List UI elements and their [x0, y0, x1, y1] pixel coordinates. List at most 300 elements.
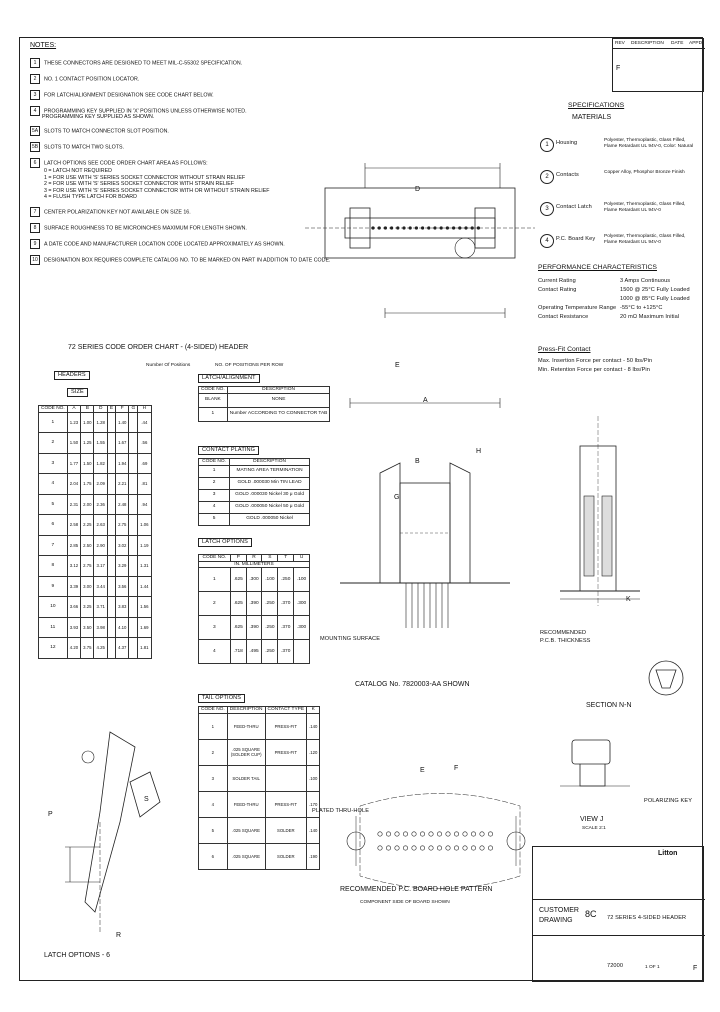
pin-mark [371, 226, 374, 229]
tail-table-row [199, 843, 320, 869]
pin-mark [378, 226, 381, 229]
tail-cell: SOLDER [265, 843, 307, 869]
material-description: Polyester, Thermoplastic, Glass Filled, Flame Retardant UL 94V-0 [604, 202, 686, 213]
pin-mark [440, 226, 443, 229]
dim-d-label: D [415, 186, 421, 193]
size-value-cell [107, 535, 115, 556]
note-text: CENTER POLARIZATION KEY NOT AVAILABLE ON SIZE 16. [44, 208, 191, 215]
size-value-cell: 2.85 [67, 535, 80, 556]
notes-title: NOTES: [30, 42, 57, 49]
size-value-cell: 3.98 [94, 617, 107, 638]
size-table-row [39, 412, 152, 433]
title-rev: F [693, 965, 698, 972]
pcb-hole [378, 846, 382, 850]
pin-mark [427, 226, 430, 229]
pin-mark [396, 226, 399, 229]
note-text: DESIGNATION BOX REQUIRES COMPLETE CATALOG NO. TO BE MARKED ON PART IN ADDITION TO DATE CODE. [44, 256, 331, 263]
size-value-cell: 3.25 [81, 597, 94, 618]
size-value-cell: 2.58 [67, 515, 80, 536]
note-number: 5A [31, 128, 39, 134]
contact-plating-table [198, 458, 310, 526]
tail-cell: 4 [199, 791, 228, 817]
latch-option-cell: .370 [278, 640, 294, 664]
latch-option-column-header: S [262, 555, 278, 562]
size-value-cell: 1.81 [138, 638, 151, 659]
note-item [30, 255, 330, 265]
size-code-cell: 4 [39, 474, 68, 495]
specifications-title: SPECIFICATIONS [568, 102, 625, 109]
size-value-cell: 2.75 [81, 556, 94, 577]
plating-cell: MATING AREA TERMINATION [230, 465, 310, 477]
tail-cell: 6 [199, 843, 228, 869]
size-value-cell [107, 515, 115, 536]
pcb-hole [437, 846, 441, 850]
dim-e-label: E [395, 362, 400, 369]
pcb-hole [395, 846, 399, 850]
latch-option-cell: .250 [278, 568, 294, 592]
size-value-cell [107, 412, 115, 433]
tail-cell: 2 [199, 739, 228, 765]
connector-top-drawing [305, 148, 545, 348]
pcb-hole [403, 846, 407, 850]
size-value-cell [129, 453, 138, 474]
note-number: 5B [31, 144, 39, 150]
size-table-row [39, 433, 152, 454]
tail-cell: SOLDER TAIL [227, 765, 265, 791]
size-column-header: D [94, 406, 107, 413]
size-code-cell: 11 [39, 617, 68, 638]
latch-column-header: CODE NO. [199, 387, 228, 394]
tail-cell: 3 [199, 765, 228, 791]
latch-option-cell: .370 [278, 616, 294, 640]
latch-cell: NONE [227, 393, 330, 407]
size-column-header: G [129, 406, 138, 413]
latch-cell: BLANK [199, 393, 228, 407]
latch-cell: 1 [199, 407, 228, 421]
pcb-hole [471, 846, 475, 850]
size-value-cell [107, 638, 115, 659]
drawing-sheet [19, 37, 703, 981]
tail-options-table [198, 706, 320, 870]
material-description: Polyester, Thermoplastic, Glass Filled, Flame Retardant UL 94V-0, Color: Natural [604, 138, 694, 149]
size-value-cell [107, 453, 115, 474]
size-code-cell: 8 [39, 556, 68, 577]
size-value-cell: 1.31 [138, 556, 151, 577]
size-table-row [39, 494, 152, 515]
size-value-cell: 3.12 [67, 556, 80, 577]
size-value-cell: 3.71 [94, 597, 107, 618]
plating-cell: 5 [199, 513, 230, 525]
press-fit-title: Press-Fit Contact [538, 346, 591, 353]
size-value-cell [129, 433, 138, 454]
latch-option-cell: 3 [199, 616, 231, 640]
latch-option-cell: .300 [294, 616, 310, 640]
section-nn-drawing [540, 416, 650, 606]
tail-cell: .120 [307, 739, 320, 765]
polarizing-key-caption: POLARIZING KEY [644, 798, 693, 804]
note-text: PROGRAMMING KEY SUPPLIED IN 'X' POSITIONS UNLESS OTHERWISE NOTED. [44, 108, 247, 115]
performance-value: 1000 @ 85°C Fully Loaded [620, 296, 690, 302]
pcb-hole [463, 832, 467, 836]
tail-cell: .100 [307, 765, 320, 791]
size-value-cell [129, 494, 138, 515]
dim-g-label: G [394, 494, 400, 501]
size-value-cell: 2.90 [94, 535, 107, 556]
latch-option-cell: 4 [199, 640, 231, 664]
pcb-hole [454, 846, 458, 850]
latch-option-row [199, 640, 310, 664]
pin-mark [409, 226, 412, 229]
pcb-dim-e: E [420, 767, 425, 774]
size-value-cell: 4.20 [67, 638, 80, 659]
latch-option-cell: 2 [199, 592, 231, 616]
latch-dim-p: P [48, 811, 53, 818]
size-value-cell [129, 638, 138, 659]
note-subitem: 2 = FOR USE WITH 'S' SERIES SOCKET CONNECTOR WITH STRAIN RELIEF [44, 181, 235, 187]
pin-mark [415, 226, 418, 229]
note-item [30, 58, 242, 68]
latch-table-row [199, 407, 330, 421]
size-value-cell: .44 [138, 412, 151, 433]
note-number: 9 [30, 239, 40, 249]
size-column-header: A [67, 406, 80, 413]
pin-mark [433, 226, 436, 229]
material-label: Contacts [556, 172, 579, 178]
mounting-surface-label: MOUNTING SURFACE [320, 636, 381, 642]
size-value-cell [129, 515, 138, 536]
tail-column-header: DESCRIPTION [227, 707, 265, 714]
plating-cell: GOLD .000030 Min TIN LEAD [230, 477, 310, 489]
pin-mark [384, 226, 387, 229]
note-text: SURFACE ROUGHNESS TO BE MICROINCHES MAXIMUM FOR LENGTH SHOWN. [44, 224, 247, 231]
material-number-icon: 3 [540, 202, 554, 216]
pcb-hole [429, 846, 433, 850]
pcb-hole [446, 832, 450, 836]
latch-option-row [199, 568, 310, 592]
size-value-cell: 3.00 [81, 576, 94, 597]
size-code-cell: 10 [39, 597, 68, 618]
latch-option-cell: .718 [230, 640, 246, 664]
size-value-cell [107, 433, 115, 454]
latch-options-caption: LATCH OPTIONS - 6 [44, 952, 110, 959]
size-value-cell: 2.48 [116, 494, 129, 515]
tail-cell: PRESS-FIT [265, 713, 307, 739]
latch-option-column-header: U [294, 555, 310, 562]
pcb-hole [488, 832, 492, 836]
catalog-caption: CATALOG No. 7820003-AA SHOWN [355, 681, 470, 688]
size-value-cell: 1.56 [138, 597, 151, 618]
title-line-2: DRAWING [539, 917, 573, 924]
pin-mark [446, 226, 449, 229]
pin-mark [390, 226, 393, 229]
size-value-cell: 1.28 [94, 412, 107, 433]
size-value-cell [129, 474, 138, 495]
note-item [30, 239, 285, 249]
size-table-row [39, 535, 152, 556]
pcb-hole [463, 846, 467, 850]
note-number: 1 [30, 58, 40, 68]
size-value-cell: 2.63 [94, 515, 107, 536]
note-text: LATCH OPTIONS SEE CODE ORDER CHART AREA AS FOLLOWS: [44, 160, 208, 167]
pcb-hole [471, 832, 475, 836]
pcb-hole [454, 832, 458, 836]
size-code-cell: 3 [39, 453, 68, 474]
headers-label: HEADERS [54, 371, 90, 380]
size-code-cell: 9 [39, 576, 68, 597]
size-value-cell: 4.10 [116, 617, 129, 638]
size-value-cell: 1.67 [116, 433, 129, 454]
latch-cell: Number ACCORDING TO CONNECTOR TAB [227, 407, 330, 421]
note-subitem: 4 = FLUSH TYPE LATCH FOR BOARD [44, 194, 137, 200]
press-fit-retention: Min. Retention Force per contact - 8 lbs/Pin [538, 367, 650, 373]
section-note-thickness: P.C.B. THICKNESS [540, 638, 591, 644]
note-subitem: 0 = LATCH NOT REQUIRED [44, 168, 112, 174]
latch-option-cell: .250 [262, 616, 278, 640]
tail-cell: .190 [307, 843, 320, 869]
size-table-row [39, 515, 152, 536]
plating-cell: 4 [199, 501, 230, 513]
latch-options-table [198, 554, 310, 664]
pcb-dim-f: F [454, 765, 459, 772]
size-table-row [39, 638, 152, 659]
dim-a-label: A [423, 397, 428, 404]
latch-options-drawing [40, 722, 180, 942]
size-code-cell: 1 [39, 412, 68, 433]
latch-option-cell: .250 [262, 592, 278, 616]
note-subitem: 3 = FOR USE WITH 'S' SERIES SOCKET CONNECTOR WITH OR WITHOUT STRAIN RELIEF [44, 187, 270, 194]
size-table-row [39, 474, 152, 495]
pcb-hole [420, 832, 424, 836]
size-value-cell: 3.83 [116, 597, 129, 618]
size-value-cell: 2.50 [81, 535, 94, 556]
tail-column-header: CONTACT TYPE [265, 707, 307, 714]
performance-value: 3 Amps Continuous [620, 278, 671, 284]
plating-table-row [199, 477, 310, 489]
pcb-hole [480, 832, 484, 836]
size-value-cell: 3.66 [67, 597, 80, 618]
revision-header-appd: APPD [689, 41, 703, 46]
size-value-cell [107, 556, 115, 577]
size-value-cell: 2.04 [67, 474, 80, 495]
pin-mark [458, 226, 461, 229]
pin-mark [464, 226, 467, 229]
tail-cell: .025 SQUARE (SOLDER CUP) [227, 739, 265, 765]
tail-cell: .025 SQUARE [227, 843, 265, 869]
size-value-cell: .94 [138, 494, 151, 515]
section-note-recommended: RECOMMENDED [540, 630, 587, 636]
pin-mark [421, 226, 424, 229]
pcb-caption: RECOMMENDED P.C. BOARD HOLE PATTERN [340, 886, 493, 893]
tail-column-header: K [307, 707, 320, 714]
note-item [30, 74, 139, 84]
performance-value: 20 mΩ Maximum Initial [620, 314, 680, 320]
section-caption: SECTION N-N [586, 702, 632, 709]
performance-label: Contact Rating [538, 287, 577, 293]
number-of-positions-label: Number Of Positions [146, 363, 191, 368]
size-table-row [39, 576, 152, 597]
tail-cell: .025 SQUARE [227, 817, 265, 843]
plating-cell: 1 [199, 465, 230, 477]
plating-table-row [199, 501, 310, 513]
latch-option-cell: .625 [230, 592, 246, 616]
size-value-cell: 1.23 [67, 412, 80, 433]
tail-cell: PRESS-FIT [265, 791, 307, 817]
revision-header-rev: REV [615, 41, 625, 46]
size-value-cell [129, 597, 138, 618]
size-column-header: CODE NO. [39, 406, 68, 413]
pcb-hole [420, 846, 424, 850]
size-code-cell: 6 [39, 515, 68, 536]
latch-option-cell: .370 [278, 592, 294, 616]
pcb-hole [429, 832, 433, 836]
note-text: A DATE CODE AND MANUFACTURER LOCATION CODE LOCATED APPROXIMATELY AS SHOWN. [44, 240, 285, 247]
size-value-cell: 1.94 [116, 453, 129, 474]
contact-plating-label: CONTACT PLATING [198, 446, 259, 455]
size-value-cell: 2.31 [67, 494, 80, 515]
size-value-cell: 1.25 [81, 433, 94, 454]
note-item [30, 126, 169, 136]
pcb-hole [386, 846, 390, 850]
size-value-cell: 4.37 [116, 638, 129, 659]
tail-cell: .170 [307, 791, 320, 817]
hole-note: NO. OF POSITIONS PER ROW [215, 363, 284, 368]
size-value-cell: 2.75 [116, 515, 129, 536]
size-value-cell [129, 576, 138, 597]
latch-option-cell: .390 [246, 616, 262, 640]
plating-table-row [199, 489, 310, 501]
tail-cell: FEED-THRU [227, 713, 265, 739]
tail-cell: FEED-THRU [227, 791, 265, 817]
dim-k-label: K [626, 596, 631, 603]
title-code: 8C [585, 909, 597, 919]
latch-dim-s: S [144, 796, 149, 803]
size-table-row [39, 556, 152, 577]
size-column-header: F [116, 406, 129, 413]
note-number: 6 [30, 158, 40, 168]
dim-b-label: B [415, 458, 420, 465]
plated-thru-hole-label: PLATED THRU-HOLE [312, 808, 370, 814]
material-label: P.C. Board Key [556, 236, 596, 242]
tail-cell: .140 [307, 817, 320, 843]
pcb-hole [488, 846, 492, 850]
latch-option-cell: .625 [230, 616, 246, 640]
size-value-cell: 1.19 [138, 535, 151, 556]
size-value-cell: 1.69 [138, 617, 151, 638]
plating-cell: 3 [199, 489, 230, 501]
note-number: 7 [30, 207, 40, 217]
pcb-hole [378, 832, 382, 836]
pin-mark [402, 226, 405, 229]
note-item [30, 158, 208, 168]
latch-option-cell: .390 [246, 592, 262, 616]
latch-option-column-header: P [230, 555, 246, 562]
size-table-row [39, 453, 152, 474]
note-number: 8 [30, 223, 40, 233]
size-code-cell: 2 [39, 433, 68, 454]
latch-option-cell [294, 640, 310, 664]
view-j-scale: SCALE 2:1 [582, 826, 606, 831]
latch-table-row [199, 393, 330, 407]
latch-option-row [199, 592, 310, 616]
size-value-cell [107, 494, 115, 515]
size-code-cell: 7 [39, 535, 68, 556]
note-number: 10 [30, 255, 40, 265]
size-value-cell: 1.50 [81, 453, 94, 474]
dim-h-label: H [476, 448, 482, 455]
latch-option-cell: .100 [294, 568, 310, 592]
latch-option-column-header: T [278, 555, 294, 562]
note-text: SLOTS TO MATCH CONNECTOR SLOT POSITION. [44, 128, 169, 135]
latch-option-cell: .250 [262, 640, 278, 664]
material-label: Housing [556, 140, 578, 146]
latch-option-cell: .100 [262, 568, 278, 592]
pcb-hole [480, 846, 484, 850]
plating-table-row [199, 513, 310, 525]
size-column-header: B [81, 406, 94, 413]
sheet-number: 1 OF 1 [645, 965, 660, 970]
size-value-cell: 1.55 [94, 433, 107, 454]
order-chart-title: 72 SERIES CODE ORDER CHART - (4-SIDED) HEADER [68, 344, 249, 351]
size-column-header: H [138, 406, 151, 413]
plating-column-header: CODE NO. [199, 459, 230, 466]
pin-mark [452, 226, 455, 229]
revision-block [612, 38, 704, 92]
performance-label: Contact Resistance [538, 314, 589, 320]
latch-alignment-table [198, 386, 330, 422]
latch-option-row [199, 616, 310, 640]
latch-option-cell: .495 [246, 640, 262, 664]
size-value-cell: 2.00 [81, 494, 94, 515]
pcb-hole-pattern-drawing [340, 786, 540, 896]
latch-dim-r: R [116, 932, 122, 939]
company-name: Litton [658, 850, 678, 857]
pcb-hole [412, 832, 416, 836]
plating-cell: GOLD .000050 Nickel [230, 513, 310, 525]
size-value-cell: 3.44 [94, 576, 107, 597]
material-description: Polyester, Thermoplastic, Glass Filled, Flame Retardant UL 94V-0 [604, 234, 686, 245]
size-value-cell: 2.21 [116, 474, 129, 495]
view-j-drawing [560, 736, 640, 806]
size-value-cell: 1.77 [67, 453, 80, 474]
size-table [38, 405, 152, 659]
size-value-cell: 3.50 [81, 617, 94, 638]
size-value-cell: 2.36 [94, 494, 107, 515]
size-value-cell [107, 597, 115, 618]
note-item [30, 90, 214, 100]
latch-options-label: LATCH OPTIONS [198, 538, 252, 547]
performance-label: Operating Temperature Range [538, 305, 617, 311]
tail-table-row [199, 817, 320, 843]
note-item [30, 207, 191, 217]
view-j-caption: VIEW J [580, 816, 604, 823]
size-value-cell: .56 [138, 433, 151, 454]
latch-option-cell: 1 [199, 568, 231, 592]
tail-cell: PRESS-FIT [265, 739, 307, 765]
size-value-cell [129, 617, 138, 638]
latch-option-cell: .300 [246, 568, 262, 592]
size-value-cell [107, 474, 115, 495]
material-label: Contact Latch [556, 204, 592, 210]
latch-option-cell: .300 [294, 592, 310, 616]
latch-option-cell: .625 [230, 568, 246, 592]
note-subitem: 1 = FOR USE WITH 'S' SERIES SOCKET CONNECTOR WITHOUT STRAIN RELIEF [44, 174, 246, 181]
revision-header-date: DATE [671, 41, 684, 46]
pcb-subcaption: COMPONENT SIDE OF BOARD SHOWN [360, 900, 450, 905]
pcb-hole [412, 846, 416, 850]
plating-cell: GOLD .000050 Nickel 50 μ Gold [230, 501, 310, 513]
tail-options-label: TAIL OPTIONS [198, 694, 245, 703]
size-value-cell [129, 556, 138, 577]
